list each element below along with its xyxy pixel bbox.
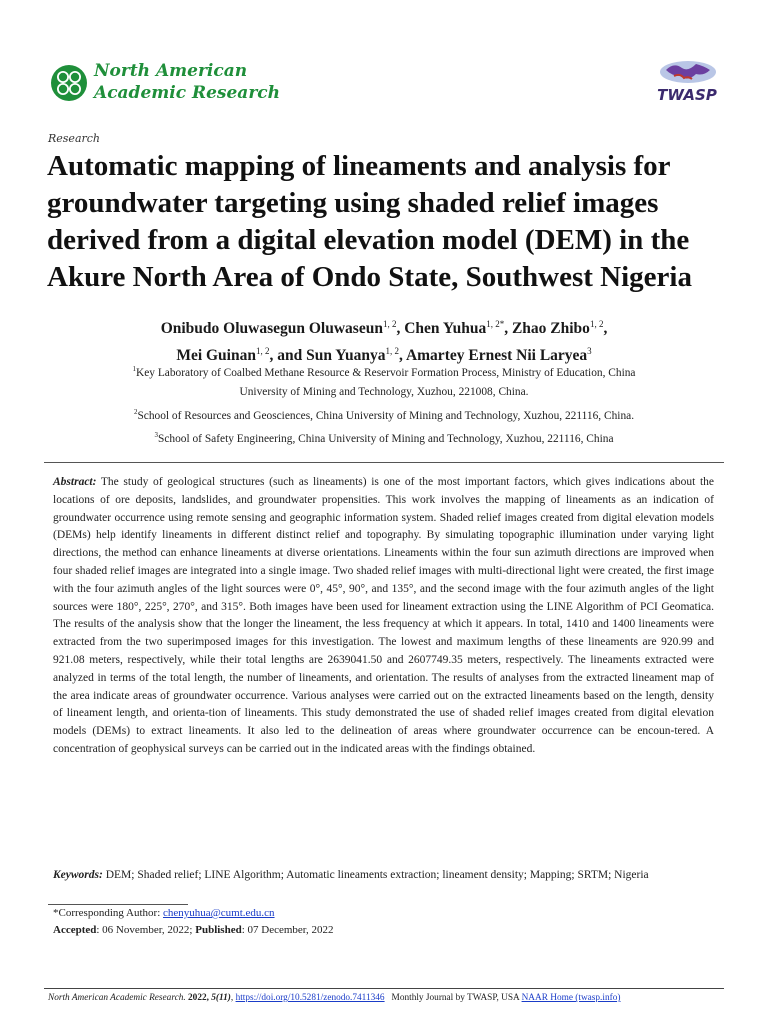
author-name: Mei Guinan [176,347,256,365]
affiliation-sup: 3 [154,431,158,440]
keywords-label: Keywords: [53,869,103,881]
author-affil-sup: 1, 2 [385,346,400,357]
footer-rule [44,988,724,989]
corresponding-label: *Corresponding Author: [53,907,161,919]
footer-monthly: Monthly Journal by TWASP, USA [384,993,522,1003]
affiliation-sup: 2 [133,407,138,416]
author-affil-sup: 1, 2 [589,319,604,329]
corresponding-info [53,905,723,939]
abstract-label: Abstract: [53,476,97,488]
article-category: Research [48,132,101,145]
author-sep: , [603,320,608,338]
abstract [53,474,714,759]
abstract-text: The study of geological structures (such as lineaments) is one of the most important factors, which gives indications about the locations of ore deposits, landslides, and groundwater propensities. This work involves the mapping of lineaments as an indication of groundwater occurrence using remote sensing and geographic information system. Shaded relief images created from digital elevation models (DEMs) help identify lineaments in different distinct relief and topography. By simulating topographic illumination under varying light directions, the method can enhance lineaments at diverse orientations. Lineaments within the four sun azimuth directions are improved when four shaded relief images are integrated into a single image. Two shaded relief images with multi-directional light were created, the first image with the four azimuth angles of the light sources were 0°, 45°, 90°, and 135°, and the second image with the four azimuth angles of the light sources were 180°, 225°, 270°, and 315°. Both images have been used for lineament extraction using the LINE Algorithm of PCI Geomatica. The results of the analysis show that the longer the lineament, the less frequency at which it appears. In total, 1410 and 1400 lineaments were extracted from the two superimposed images for this investigation. The lowest and maximum lengths of these lineaments are 920.99 and 921.08 meters, respectively, while their total lengths are 2639041.50 and 2607749.35 meters, respectively. The lineaments extracted were analyzed in terms of the total length, the number of lineaments, and orientation. The results of analyses from the extracted lineament map of the area indicate areas of groundwater occurrence. Various analyses were carried out on the extracted lineaments based on the length, density of lineament length, and orienta-tion of lineaments. This study demonstrated the use of shaded relief images created from digital elevation models (DEMs) to extract lineaments. It also led to the delineation of areas where groundwater occurrence can be encoun-tered. A concentration of geophysical surveys can be carried out in the indicated areas with the findings obtained. [53,476,714,755]
dates-line [53,922,723,939]
footer-journal: North American Academic Research. [48,993,186,1003]
author-sep: , [504,320,512,338]
keywords [53,866,714,884]
author-sep: , [396,320,405,338]
author-name: Amartey Ernest Nii Laryea [405,347,588,365]
author-name: Chen Yuhua [404,320,487,338]
keywords-text: DEM; Shaded relief; LINE Algorithm; Automatic lineaments extraction; lineament density; Mapping; SRTM; Nigeria [105,869,649,881]
author-affil-sup: 1, 2 [255,346,270,357]
article-title: Automatic mapping of lineaments and analysis for groundwater targeting using shaded relief images derived from a digital elevation model (DEM) in the Akure North Area of Ondo State, Southwest Nigeria [47,150,692,293]
twasp-logo [652,58,722,106]
published-date: : 07 December, 2022 [241,924,334,936]
affiliation-3 [48,426,720,449]
footer-sep: , [230,993,236,1003]
affiliations [48,360,720,449]
author-name: Onibudo Oluwasegun Oluwaseun [160,320,383,338]
author-affil-sup: 3 [587,346,592,357]
corresponding-email-link[interactable]: chenyuhua@cumt.edu.cn [163,907,275,919]
footer-year: 2022, [185,993,212,1003]
author-affil-sup: 1, 2* [486,319,505,329]
author-name: Sun Yuanya [306,347,386,365]
footer-home-link[interactable]: NAAR Home (twasp.info) [521,993,621,1003]
affiliation-1 [48,360,720,383]
accepted-date: : 06 November, 2022; [96,924,196,936]
footer-doi-link[interactable]: https://doi.org/10.5281/zenodo.7411346 [235,993,385,1003]
journal-name [94,60,280,104]
published-label: Published [195,924,242,936]
affiliation-1-cont: University of Mining and Technology, Xuzhou, 221008, China. [239,386,529,399]
author-sep: , [399,347,406,365]
author-affil-sup: 1, 2 [382,319,397,329]
affiliation-text: School of Safety Engineering, China University of Mining and Technology, Xuzhou, 221116, China [158,432,614,445]
affiliation-text: School of Resources and Geosciences, China University of Mining and Technology, Xuzhou, 221116, China. [137,409,635,422]
affiliation-text: Key Laboratory of Coalbed Methane Resource & Reservoir Formation Process, Ministry of Education, China [136,366,636,379]
journal-name-line2: Academic Research [94,83,280,103]
page-footer [48,991,728,1005]
corresponding-author [53,905,723,922]
journal-name-line1: North American [94,61,248,81]
affiliation-sup: 1 [132,365,136,373]
journal-clover-logo-icon [50,64,88,102]
author-name: Zhao Zhibo [511,320,590,338]
footer-volume: 5(11) [211,993,231,1003]
affiliation-2 [48,403,720,426]
author-sep: , and [269,347,307,365]
accepted-label: Accepted [53,924,97,936]
twasp-logo-text: TWASP [657,86,717,104]
